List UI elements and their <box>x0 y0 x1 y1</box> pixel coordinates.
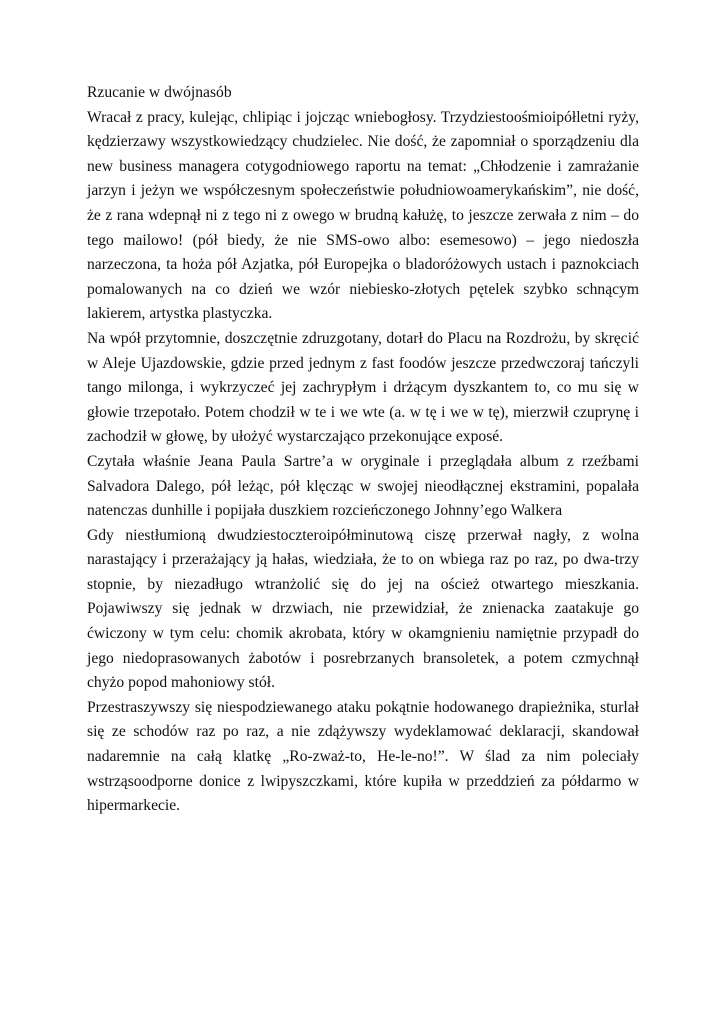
document-title: Rzucanie w dwójnasób <box>87 84 232 101</box>
paragraph-5: Przestraszywszy się niespodziewanego ataku pokątnie hodowanego drapieżnika, sturlał się ze schodów raz po raz, a nie zdążywszy wydeklamować deklaracji, skandował nadaremnie na całą klatkę „Ro-zważ-to, He-le-no!”. W ślad za nim poleciały wstrząsoodporne donice z lwipyszczkami, które kupiła w przeddzień za półdarmo w hipermarkecie. <box>87 698 639 815</box>
paragraph-1: Wracał z pracy, kulejąc, chlipiąc i jojcząc wniebogłosy. Trzydziestoośmioipółletni ryży, kędzierzawy wszystkowiedzący chudzielec. Nie dość, że zapomniał o sporządzeniu dla new business managera cotygodniowego raportu na temat: „Chłodzenie i zamrażanie jarzyn i jeżyn we współczesnym społeczeństwie południowoamerykańskim”, nie dość, że z rana wdepnął ni z tego ni z owego w brudną kałużę, to jeszcze zerwała z nim – do tego mailowo! (pół biedy, że nie SMS-owo albo: esemesowo) – jego niedoszła narzeczona, ta hoża pół Azjatka, pół Europejka o bladoróżowych ustach i paznokciach pomalowanych na co dzień we wzór niebiesko-złotych pętelek szybko schnącym lakierem, artystka plastyczka. <box>87 108 639 323</box>
paragraph-4: Gdy niestłumioną dwudziestoczteroipółminutową ciszę przerwał nagły, z wolna narastający i przerażający ją hałas, wiedziała, że to on wbiega raz po raz, po dwa-trzy stopnie, by niezadługo wtranżolić się do jej na oścież otwartego mieszkania. Pojawiwszy się jednak w drzwiach, nie przewidział, że znienacka zaatakuje go ćwiczony w tym celu: chomik akrobata, który w okamgnieniu namiętnie przypadł do jego niedoprasowanych żabotów i posrebrzanych bransoletek, a potem czmychnął chyżo popod mahoniowy stół. <box>87 526 639 692</box>
document-page <box>87 81 639 819</box>
paragraph-3: Czytała właśnie Jeana Paula Sartre’a w oryginale i przeglądała album z rzeźbami Salvadora Dalego, pół leżąc, pół klęcząc w swojej nieodłącznej ekstramini, popalała natenczas dunhille i popijała duszkiem rozcieńczonego Johnny’ego Walkera <box>87 452 639 520</box>
paragraph-2: Na wpół przytomnie, doszczętnie zdruzgotany, dotarł do Placu na Rozdrożu, by skręcić w Aleje Ujazdowskie, gdzie przed jednym z fast foodów jeszcze przedwczoraj tańczyli tango milonga, i wykrzyczeć jej zachrypłym i drżącym dyszkantem to, co mu się w głowie trzepotało. Potem chodził w te i we wte (a. w tę i we w tę), mierzwił czuprynę i zachodził w głowę, by ułożyć wystarczająco przekonujące exposé. <box>87 329 639 446</box>
